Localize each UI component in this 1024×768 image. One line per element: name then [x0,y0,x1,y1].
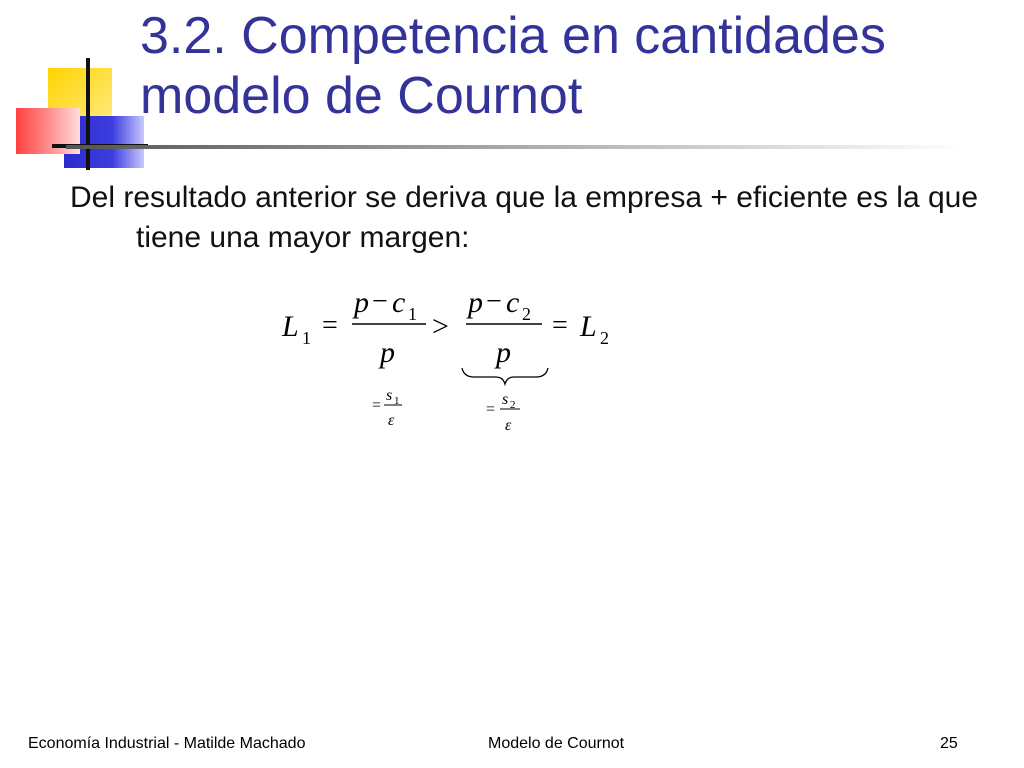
footer-course-author: Economía Industrial - Matilde Machado [28,735,306,752]
frac1-numerator-subscript: 1 [408,304,417,324]
formula-equals-1: = [322,310,338,341]
frac1-numerator-p: p [354,286,369,319]
formula-L1-subscript: 1 [302,328,311,348]
formula-L1: L [282,310,299,343]
note2-subscript: 2 [510,399,516,411]
body-bullet: Del resultado anterior se deriva que la empresa + eficiente es la que tiene una mayor margen: [70,181,979,254]
slide-title [140,6,1000,126]
slide-decoration [0,0,150,180]
footer-topic: Modelo de Cournot [488,735,625,752]
note1-subscript: 1 [394,395,400,407]
lerner-index-formula [270,280,650,450]
underbrace [462,368,548,384]
formula-L2: L [580,310,597,343]
formula-equals-2: = [552,310,568,341]
frac2-numerator-minus: − [486,286,502,317]
frac2-numerator-subscript: 2 [522,304,531,324]
title-line-2: modelo de Cournot [140,67,583,125]
footer-page-number: 25 [940,735,958,752]
note2-denominator: ε [505,417,512,434]
note1-equals: = [372,397,382,414]
frac2-numerator-p: p [468,286,483,319]
frac2-numerator-c: c [506,286,520,319]
formula-greater-than: > [432,310,449,343]
frac1-numerator-c: c [392,286,406,319]
note2-equals: = [486,401,496,418]
note2-numerator: s [502,391,509,408]
deco-vertical-line [86,58,90,170]
formula-L2-subscript: 2 [600,328,609,348]
note1-numerator: s [386,387,393,404]
frac2-denominator: p [496,336,511,369]
frac1-numerator-minus: − [372,286,388,317]
note1-denominator: ε [388,412,395,429]
frac1-denominator: p [380,336,395,369]
title-line-1: 3.2. Competencia en cantidades [140,7,886,65]
title-divider [66,145,966,149]
